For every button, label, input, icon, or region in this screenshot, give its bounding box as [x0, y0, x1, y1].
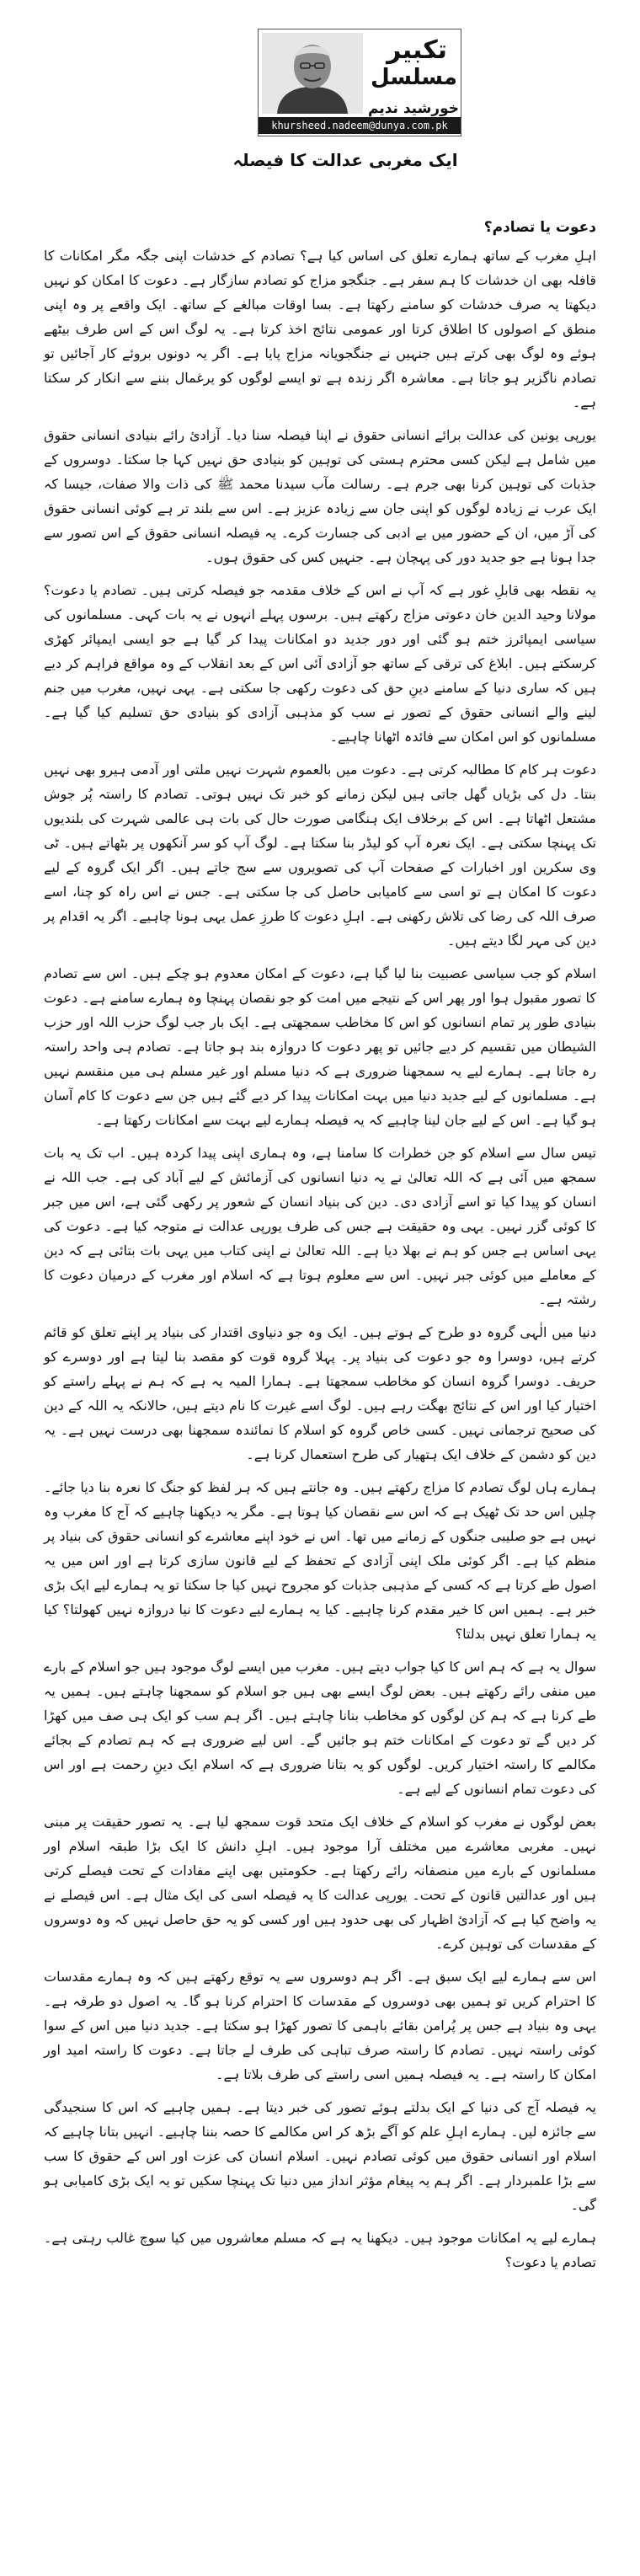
column-name-line1: تکبیر: [387, 35, 447, 65]
column-name: [371, 35, 457, 90]
paragraph-9: سوال یہ ہے کہ ہم اس کا کیا جواب دیتے ہیں۔ مغرب میں ایسے لوگ موجود ہیں جو اسلام کے بارے میں منفی رائے رکھتے ہیں۔ بعض لوگ ایسے بھی ہیں جو اسلام کو سمجھنا چاہتے ہیں۔ ہمیں یہ طے کرنا ہے کہ ہم کن لوگوں کو مخاطب بنانا چاہتے ہیں۔ اگر ہم سب کو ایک ہی صف میں کھڑا کر دیں گے تو دعوت کے امکانات ختم ہو جائیں گے۔ اس لیے ضروری ہے کہ ہم تصادم کے بجائے مکالمے کا راستہ اختیار کریں۔ لوگوں کو یہ بتانا ضروری ہے کہ اسلام ایک دینِ رحمت ہے اور اس کی دعوت تمام انسانوں کے لیے ہے۔: [44, 1659, 596, 1797]
paragraph-3: یہ نقطہ بھی قابلِ غور ہے کہ آپ نے اس کے خلاف مقدمہ جو فیصلہ کرتی ہیں۔ تصادم یا دعوت؟ مولانا وحید الدین خان دعوتی مزاج رکھتے ہیں۔ برسوں پہلے انہوں نے یہ بات کہی۔ مسلمانوں کی سیاسی ایمپائرز ختم ہو گئی اور دور جدید دو امکانات پیدا کر گیا ہے جو ایسی ایمپائر کھڑی کرسکتے ہیں۔ ابلاغ کی ترقی کے ساتھ جو آزادی آئی اس کے بعد انقلاب کے وہ مواقع فراہم کر دیے ہیں کہ ساری دنیا کے سامنے دینِ حق کی دعوت رکھی جا سکتی ہے۔ یہی نہیں، مغرب میں جنم لینے والے انسانی حقوق کے تصور نے سب کو مذہبی آزادی کو بنیادی حق تسلیم کیا گیا ہے۔ مسلمانوں کو اس امکان سے فائدہ اٹھانا چاہیے۔: [44, 582, 596, 745]
paragraph-1: اہلِ مغرب کے ساتھ ہمارے تعلق کی اساس کیا ہے؟ تصادم کے خدشات اپنی جگہ مگر امکانات کا قافلہ بھی ان خدشات کا ہم سفر ہے۔ جنگجو مزاج کو تصادم سازگار ہے۔ دعوت کا امکان کو نہیں دیکھتا یہ صرف خدشات کو سامنے رکھتا ہے۔ بسا اوقات مبالغے کے ساتھ۔ ایک واقعے پر وہ اپنی منطق کے اصولوں کا اطلاق کرتا اور عمومی نتائج اخذ کرتا ہے۔ یہ لوگ اس کے اس طرف بیٹھے ہوئے وہ لوگ بھی کرتے ہیں جنہیں نے جنگجویانہ مزاج پایا ہے۔ اگر یہ دونوں بروئے کار آجائیں تو تصادم ناگزیر ہو جاتا ہے۔ معاشرہ اگر زندہ ہے تو ایسے لوگوں کو یرغمال بننے سے انکار کر سکتا ہے۔: [44, 248, 596, 410]
headline: ایک مغربی عدالت کا فیصلہ: [232, 150, 458, 170]
paragraph-5: اسلام کو جب سیاسی عصبیت بنا لیا گیا ہے، دعوت کے امکان معدوم ہو چکے ہیں۔ اس سے تصادم کا تصور مقبول ہوا اور پھر اس کے نتیجے میں امت کو جو نقصان پہنچا وہ ہمارے سامنے ہے۔ دعوت بنیادی طور پر تمام انسانوں کو اس کا مخاطب سمجھتی ہے۔ ایک بار جب لوگ حزب اللہ اور حزب الشیطان میں تقسیم کر دیے جائیں تو پھر دعوت کا دروازہ بند ہو جاتا ہے۔ تصادم ہی واحد راستہ رہ جاتا ہے۔ ہمارے لیے یہ سمجھنا ضروری ہے کہ دنیا مسلم اور غیر مسلم ہی میں منقسم نہیں ہے۔ مسلمانوں کے لیے جدید دنیا میں بہت امکانات پیدا کر دیے گئے ہیں جن سے دعوت کا کام آسان ہو گیا ہے۔ اس کے لیے جان لینا چاہیے کہ یہ فیصلہ ہمارے لیے بہت سے امکانات رکھتا ہے۔: [44, 965, 597, 1128]
paragraph-11: اس سے ہمارے لیے ایک سبق ہے۔ اگر ہم دوسروں سے یہ توقع رکھتے ہیں کہ وہ ہمارے مقدسات کا احترام کریں تو ہمیں بھی دوسروں کے مقدسات کا احترام کرنا ہو گا۔ یہ اصول دو طرفہ ہے۔ یہی وہ بنیاد ہے جس پر پُرامن بقائے باہمی کا تصور کھڑا ہو سکتا ہے۔ جدید دنیا میں اس کے سوا کوئی راستہ نہیں۔ تصادم کا راستہ صرف تباہی کی طرف لے جاتا ہے۔ دعوت کا راستہ امید اور امکان کا راستہ ہے۔ یہ فیصلہ ہمیں اسی راستے کی طرف بلاتا ہے۔: [44, 1969, 596, 2082]
author-email[interactable]: khursheed.nadeem@dunya.com.pk: [259, 117, 461, 134]
paragraph-7: دنیا میں الٰہی گروہ دو طرح کے ہوتے ہیں۔ ایک وہ جو دنیاوی اقتدار کی بنیاد پر اپنے تعلق کو قائم کرتے ہیں، دوسرا وہ جو دعوت کی بنیاد پر۔ پہلا گروہ قوت کو مقصد بنا لیتا ہے اور دوسرے کو حریف۔ دوسرا گروہ انسان کو مخاطب سمجھتا ہے۔ ہمارا المیہ یہ ہے کہ ہم نے پہلے راستے کو اختیار کیا اور اس کے نتائج بھگت رہے ہیں۔ لوگ اسے غیرت کا نام دیتے ہیں، حالانکہ یہ اللہ کے دین کی صحیح ترجمانی نہیں۔ کسی خاص گروہ کو اسلام کا نمائندہ سمجھنا بھی درست نہیں ہے۔ یہ دین کو دشمن کے خلاف ایک ہتھیار کی طرح استعمال کرنا ہے۔: [44, 1324, 596, 1462]
paragraph-8: ہمارے ہاں لوگ تصادم کا مزاج رکھتے ہیں۔ وہ جانتے ہیں کہ ہر لفظ کو جنگ کا نعرہ بنا دیا جائے۔ چلیں اس حد تک ٹھیک ہے کہ اس سے نقصان کیا ہوتا ہے۔ مگر یہ دیکھنا چاہیے کہ آج کا مغرب وہ نہیں ہے جو صلیبی جنگوں کے زمانے میں تھا۔ اس نے خود اپنے معاشرے کو انسانی حقوق کی بنیاد پر منظم کیا ہے۔ اگر کوئی ملک اپنی آزادی کے تحفظ کے لیے قانون سازی کرتا ہے اور اس میں یہ اصول طے کرتا ہے کہ کسی کے مذہبی جذبات کو مجروح نہیں کیا جا سکتا تو یہ ہمارے لیے ایک بڑی خبر ہے۔ ہمیں اس کا خیر مقدم کرنا چاہیے۔ کیا یہ ہمارے لیے دعوت کا نیا دروازہ نہیں کھولتا؟ کیا یہ ہمارا تعلق نہیں بدلتا؟: [44, 1479, 596, 1642]
paragraph-4: دعوت ہر کام کا مطالبہ کرتی ہے۔ دعوت میں بالعموم شہرت نہیں ملتی اور آدمی ہیرو بھی نہیں بنتا۔ دل کی بڑیاں گھل جاتی ہیں لیکن زمانے کو خبر تک نہیں ہوتی۔ تصادم کا راستہ پُر جوش مشتعل اٹھاتا ہے۔ اس کے برخلاف ایک ہنگامی صورت حال کی بات ہی عالمی شہرت کی بلندیوں تک پہنچا سکتی ہے۔ ایک نعرہ آپ کو لیڈر بنا سکتا ہے۔ لوگ آپ کو سر آنکھوں پر بٹھاتے ہیں۔ ٹی وی سکرین اور اخبارات کے صفحات آپ کی تصویروں سے سج جاتے ہیں۔ اگر ایک گروہ کے لیے دعوت کا امکان ہے تو اسی سے کامیابی حاصل کی جا سکتی ہے۔ جس نے اس راہ کو چنا، اسے صرف اللہ کی رضا کی تلاش رکھنی ہے۔ اہلِ دعوت کا طرزِ عمل یہی ہونا چاہیے۔ اگر یہ اقدام پر دین کی مہر لگا دیتے ہیں۔: [44, 762, 596, 949]
article-subhead: دعوت یا تصادم؟: [483, 219, 596, 236]
article-body: [44, 216, 596, 2283]
author-name: خورشید ندیم: [367, 100, 459, 117]
paragraph-12: یہ فیصلہ آج کی دنیا کے ایک بدلتے ہوئے تصور کی خبر دیتا ہے۔ ہمیں چاہیے کہ اس کا سنجیدگی سے جائزہ لیں۔ ہمارے اہلِ علم کو آگے بڑھ کر اس مکالمے کا حصہ بننا چاہیے۔ انہیں بتانا چاہیے کہ اسلام اور انسانی حقوق میں کوئی تصادم نہیں۔ اسلام انسان کی عزت اور اس کے حقوق کا سب سے بڑا علمبردار ہے۔ اگر ہم یہ پیغام مؤثر انداز میں دنیا تک پہنچا سکیں تو یہ ایک بڑی کامیابی ہو گی۔: [44, 2099, 596, 2213]
paragraph-13: ہمارے لیے یہ امکانات موجود ہیں۔ دیکھنا یہ ہے کہ مسلم معاشروں میں کیا سوچ غالب رہتی ہے۔ تصادم یا دعوت؟: [44, 2230, 596, 2270]
column-header: [34, 29, 623, 197]
paragraph-10: بعض لوگوں نے مغرب کو اسلام کے خلاف ایک متحد قوت سمجھ لیا ہے۔ یہ تصور حقیقت پر مبنی نہیں۔ مغربی معاشرے میں مختلف آرا موجود ہیں۔ اہلِ دانش کا ایک بڑا طبقہ اسلام اور مسلمانوں کے بارے میں منصفانہ رائے رکھتا ہے۔ حکومتیں بھی اپنے مفادات کے تحت فیصلے کرتی ہیں اور عدالتیں قانون کے تحت۔ یورپی عدالت کا یہ فیصلہ اسی کی ایک مثال ہے۔ اس فیصلے نے یہ واضح کیا ہے کہ آزادیٔ اظہار کی بھی حدود ہیں اور کسی کو یہ حق حاصل نہیں کہ وہ دوسروں کے مقدسات کی توہین کرے۔: [44, 1814, 596, 1952]
column-name-line2: مسلسل: [371, 65, 457, 90]
byline-box: [258, 29, 461, 136]
paragraph-2: یورپی یونین کی عدالت برائے انسانی حقوق نے اپنا فیصلہ سنا دیا۔ آزادیٔ رائے بنیادی انسانی حقوق میں شامل ہے لیکن کسی محترم ہستی کی توہین کو بنیادی حق نہیں کہا جا سکتا۔ دوسروں کے جذبات کی توہین کرنا بھی جرم ہے۔ رسالت مآب سیدنا محمد ﷺ کی ذات والا صفات، جیسا کہ ایک عرب نے زیادہ لوگوں کو اپنی جان سے زیادہ عزیز ہے۔ اس سے بلند تر ہے کوئی انسانی حقوق کی آڑ میں، ان کے حضور میں بے ادبی کی جسارت کرے۔ یہ فیصلہ انسانی حقوق کے اس تصور سے جدا ہونا ہے جو جدید دور کی پہچان ہے۔ جنہیں کس کی حقوق ہوں۔: [44, 427, 596, 565]
paragraph-6: تیس سال سے اسلام کو جن خطرات کا سامنا ہے، وہ ہماری اپنی پیدا کردہ ہیں۔ اب تک یہ بات سمجھ میں آئی ہے کہ اللہ تعالیٰ نے یہ دنیا انسانوں کی آزمائش کے لیے آباد کی ہے۔ جب اللہ نے انسان کو پیدا کیا تو اسے آزادی دی۔ دین کی بنیاد انسان کے شعور پر رکھی گئی ہے، اس میں جبر کا کوئی گزر نہیں۔ یہی وہ حقیقت ہے جس کی طرف یورپی عدالت نے متوجہ کیا ہے۔ دعوت کی یہی اساس ہے جس کو ہم نے بھلا دیا ہے۔ اللہ تعالیٰ نے اپنی کتاب میں یہی بات بتائی ہے کہ دین کے معاملے میں کوئی جبر نہیں۔ اس سے معلوم ہوتا ہے کہ اسلام اور مغرب کے درمیان دعوت کا رشتہ ہے۔: [44, 1145, 596, 1307]
